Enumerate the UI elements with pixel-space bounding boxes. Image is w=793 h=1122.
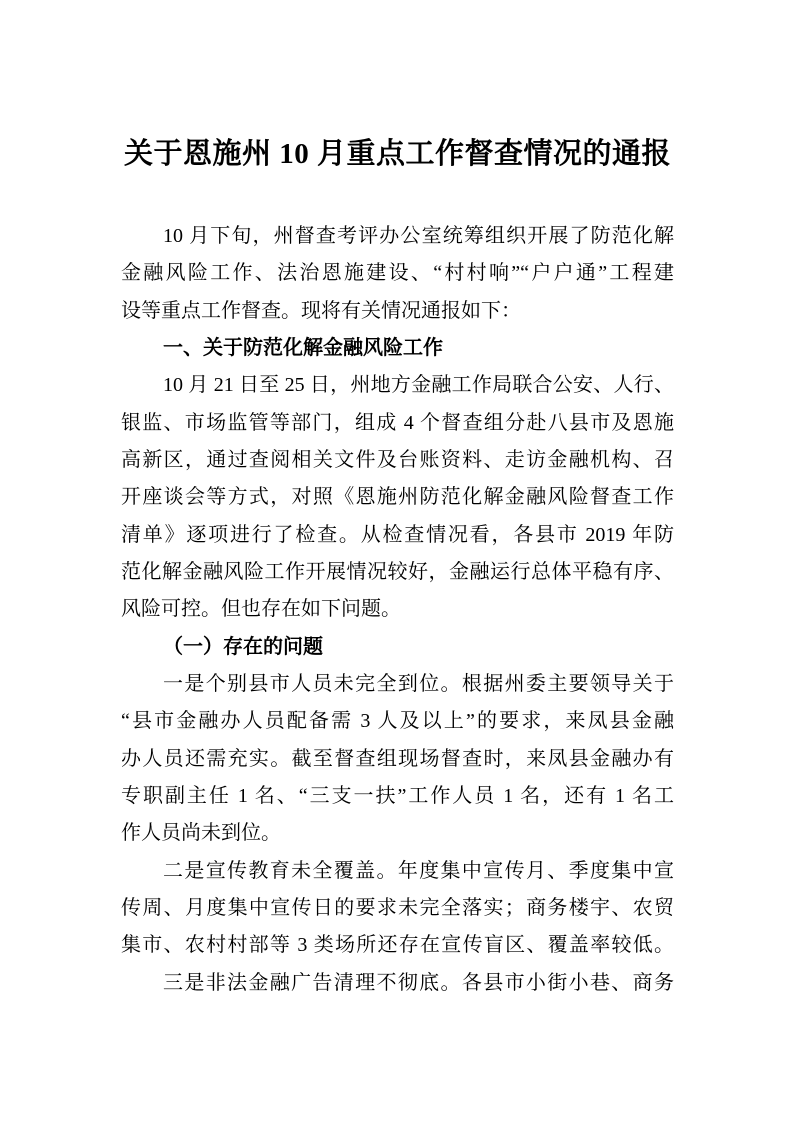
paragraph-line: 集市、农村村部等 3 类场所还存在宣传盲区、覆盖率较低。 (121, 934, 674, 957)
paragraph-line: 设等重点工作督查。现将有关情况通报如下： (121, 299, 521, 322)
document-title: 关于恩施州 10 月重点工作督查情况的通报 (123, 138, 671, 170)
paragraph-line: “县市金融办人员配备需 3 人及以上”的要求，来凤县金融 (121, 710, 674, 733)
paragraph-line: 传周、月度集中宣传日的要求未完全落实；商务楼宇、农贸 (121, 896, 674, 919)
paragraph-line: 专职副主任 1 名、“三支一扶”工作人员 1 名，还有 1 名工 (121, 784, 674, 807)
paragraph-line: 办人员还需充实。截至督查组现场督查时，来凤县金融办有 (121, 747, 674, 770)
paragraph-line: 三是非法金融广告清理不彻底。各县市小街小巷、商务 (163, 971, 674, 994)
paragraph-line: 银监、市场监管等部门，组成 4 个督查组分赴八县市及恩施 (121, 411, 674, 434)
subsection-heading: （一）存在的问题 (163, 635, 323, 658)
paragraph-line: 风险可控。但也存在如下问题。 (121, 598, 401, 621)
paragraph-line: 一是个别县市人员未完全到位。根据州委主要领导关于 (163, 672, 674, 695)
paragraph-line: 范化解金融风险工作开展情况较好，金融运行总体平稳有序、 (121, 560, 674, 583)
paragraph-line: 作人员尚未到位。 (121, 822, 281, 845)
paragraph-line: 高新区，通过查阅相关文件及台账资料、走访金融机构、召 (121, 448, 674, 471)
paragraph-line: 开座谈会等方式，对照《恩施州防范化解金融风险督查工作 (121, 486, 674, 509)
document-body (121, 218, 674, 1002)
paragraph-line: 10 月 21 日至 25 日，州地方金融工作局联合公安、人行、 (163, 374, 674, 397)
paragraph-line: 10 月下旬，州督查考评办公室统筹组织开展了防范化解 (163, 225, 674, 247)
paragraph-line: 清单》逐项进行了检查。从检查情况看，各县市 2019 年防 (121, 523, 674, 546)
section-heading: 一、关于防范化解金融风险工作 (163, 336, 443, 359)
paragraph-line: 金融风险工作、法治恩施建设、“村村响”“户户通”工程建 (121, 262, 674, 285)
paragraph-line: 二是宣传教育未全覆盖。年度集中宣传月、季度集中宣 (163, 859, 674, 882)
